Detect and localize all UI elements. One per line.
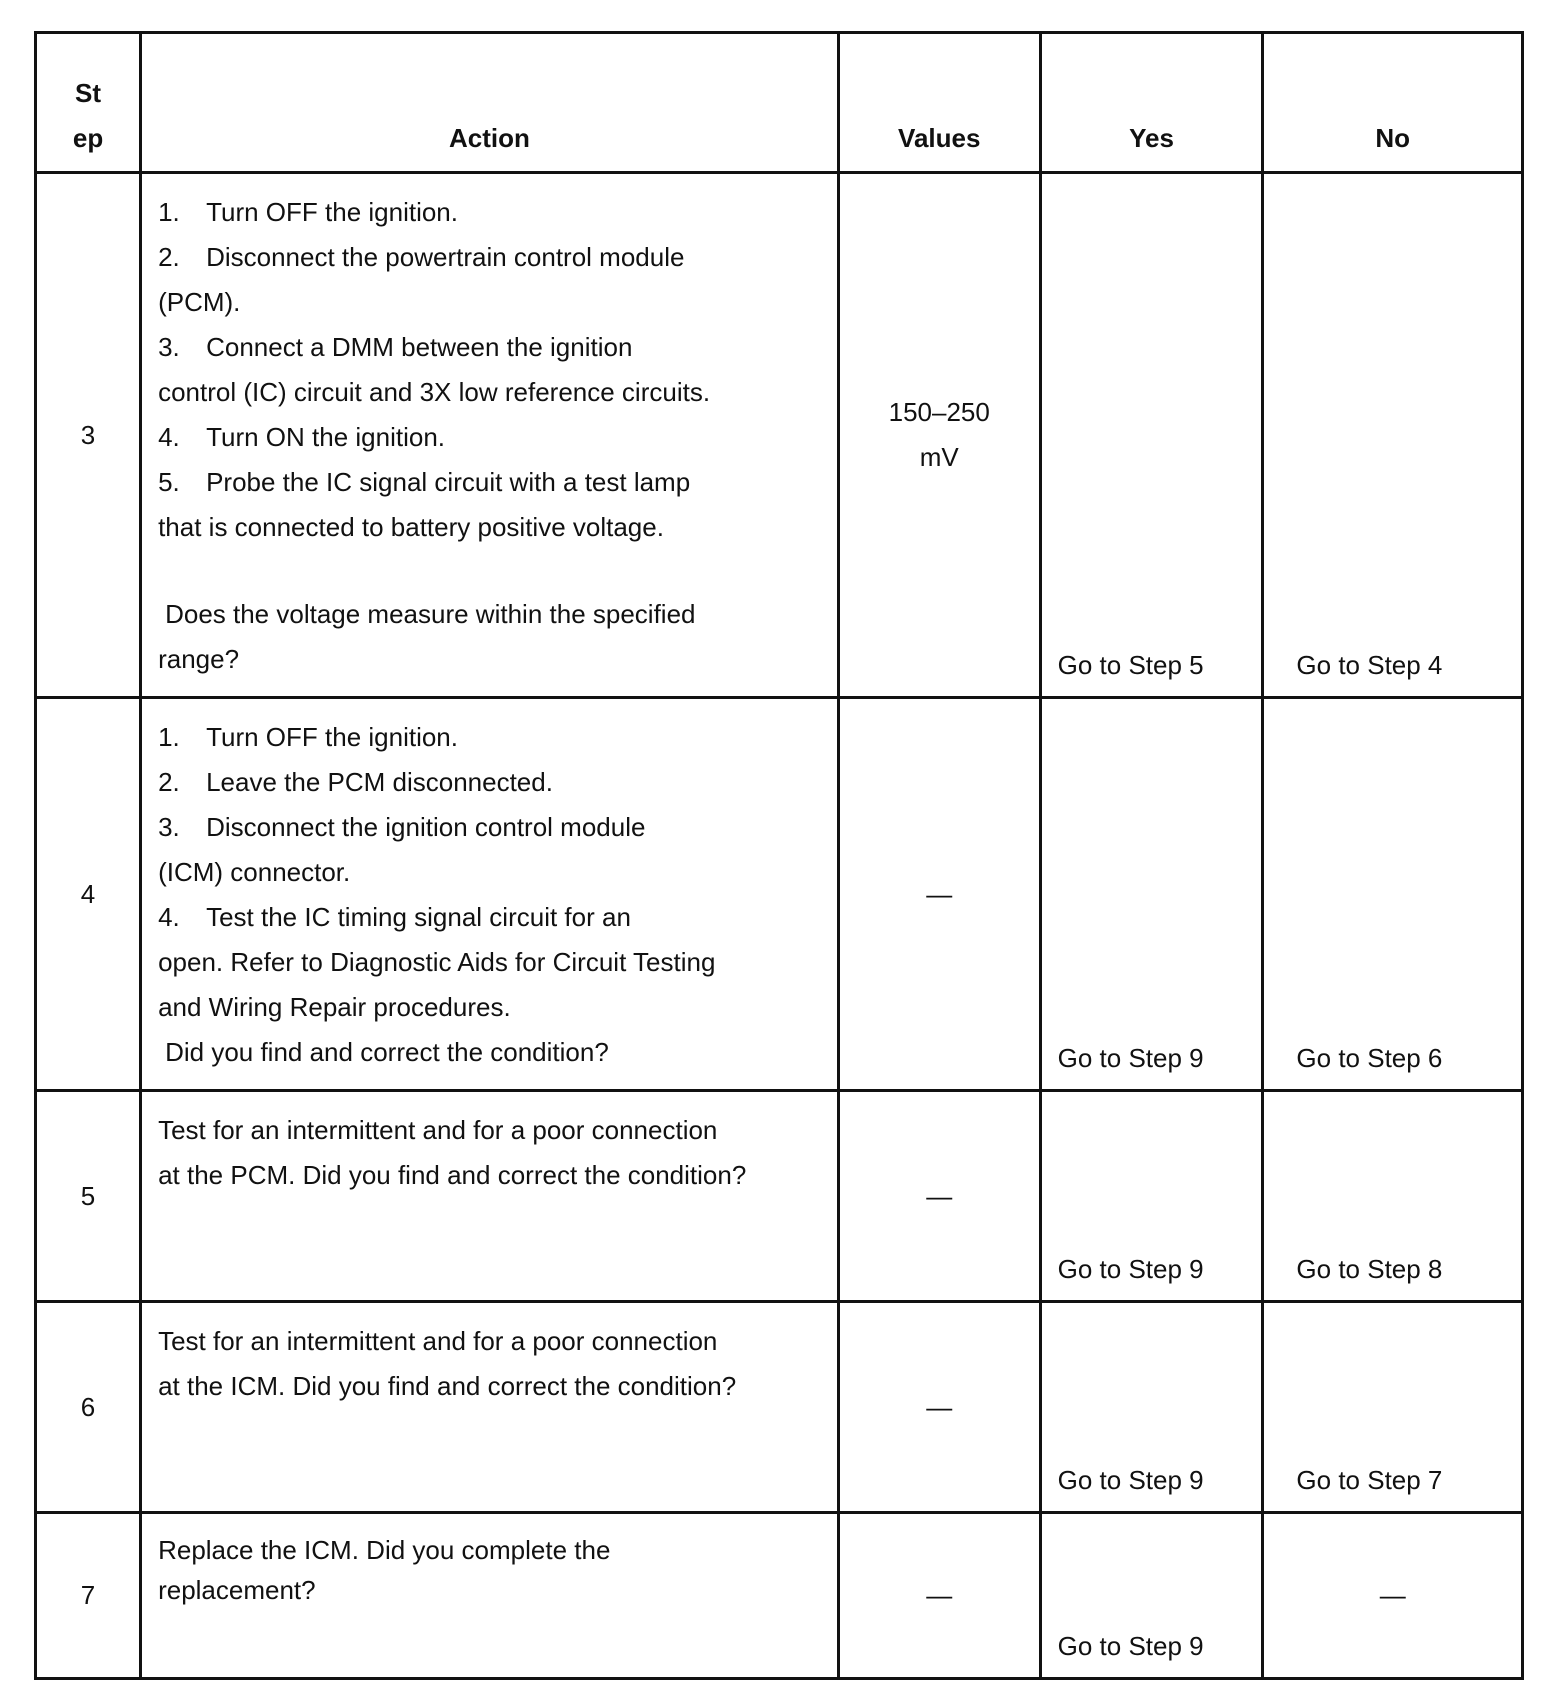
table-row (36, 1513, 1523, 1679)
values-cell: — (838, 1513, 1040, 1679)
action-item: 3. Disconnect the ignition control module (158, 812, 646, 842)
action-text: at the PCM. Did you find and correct the condition? (158, 1160, 747, 1190)
header-step (36, 33, 141, 173)
table-row (36, 1302, 1523, 1513)
action-item-cont: control (IC) circuit and 3X low reference circuits. (158, 377, 711, 407)
action-text: Test for an intermittent and for a poor connection (158, 1115, 718, 1145)
no-cell: — (1263, 1513, 1523, 1679)
step-number: 3 (36, 173, 141, 698)
yes-cell: Go to Step 9 (1040, 1513, 1263, 1679)
action-item: 4. Test the IC timing signal circuit for an (158, 902, 631, 932)
action-text: Replace the ICM. Did you complete the (158, 1535, 611, 1565)
values-cell (838, 173, 1040, 698)
action-question-cont: range? (158, 644, 240, 674)
no-cell: Go to Step 6 (1263, 698, 1523, 1091)
action-item-cont: open. Refer to Diagnostic Aids for Circuit Testing (158, 947, 716, 977)
action-cell (141, 1302, 839, 1513)
action-item-cont: (PCM). (158, 287, 241, 317)
action-item: 3. Connect a DMM between the ignition (158, 332, 633, 362)
value-range: 150–250 (888, 397, 990, 427)
header-values: Values (838, 33, 1040, 173)
yes-cell: Go to Step 9 (1040, 1091, 1263, 1302)
table-row (36, 173, 1523, 698)
table-row (36, 698, 1523, 1091)
header-row (36, 33, 1523, 173)
no-cell: Go to Step 7 (1263, 1302, 1523, 1513)
yes-cell: Go to Step 5 (1040, 173, 1263, 698)
no-cell: Go to Step 8 (1263, 1091, 1523, 1302)
action-item: 5. Probe the IC signal circuit with a test lamp (158, 467, 691, 497)
action-item-cont: and Wiring Repair procedures. (158, 992, 511, 1022)
action-cell (141, 1513, 839, 1679)
action-text: replacement? (158, 1575, 316, 1605)
diagnostic-table (34, 31, 1524, 1680)
yes-cell: Go to Step 9 (1040, 1302, 1263, 1513)
action-item-cont: (ICM) connector. (158, 857, 351, 887)
values-cell: — (838, 1091, 1040, 1302)
action-item: 2. Disconnect the powertrain control module (158, 242, 685, 272)
action-text: at the ICM. Did you find and correct the condition? (158, 1371, 737, 1401)
header-yes: Yes (1040, 33, 1263, 173)
action-cell (141, 1091, 839, 1302)
values-cell: — (838, 698, 1040, 1091)
action-item: 1. Turn OFF the ignition. (158, 197, 458, 227)
action-question: Did you find and correct the condition? (165, 1037, 609, 1067)
action-item: 2. Leave the PCM disconnected. (158, 767, 553, 797)
table-row (36, 1091, 1523, 1302)
step-number: 6 (36, 1302, 141, 1513)
header-step-line2: ep (72, 123, 104, 153)
values-cell: — (838, 1302, 1040, 1513)
action-question: Does the voltage measure within the specified (165, 599, 696, 629)
action-text: Test for an intermittent and for a poor connection (158, 1326, 718, 1356)
action-cell (141, 698, 839, 1091)
step-number: 5 (36, 1091, 141, 1302)
action-cell (141, 173, 839, 698)
no-cell: Go to Step 4 (1263, 173, 1523, 698)
action-item-cont: that is connected to battery positive voltage. (158, 512, 664, 542)
step-number: 7 (36, 1513, 141, 1679)
header-action: Action (141, 33, 839, 173)
yes-cell: Go to Step 9 (1040, 698, 1263, 1091)
action-item: 1. Turn OFF the ignition. (158, 722, 458, 752)
header-step-line1: St (75, 78, 102, 108)
header-no: No (1263, 33, 1523, 173)
value-unit: mV (919, 442, 959, 472)
step-number: 4 (36, 698, 141, 1091)
action-item: 4. Turn ON the ignition. (158, 422, 446, 452)
